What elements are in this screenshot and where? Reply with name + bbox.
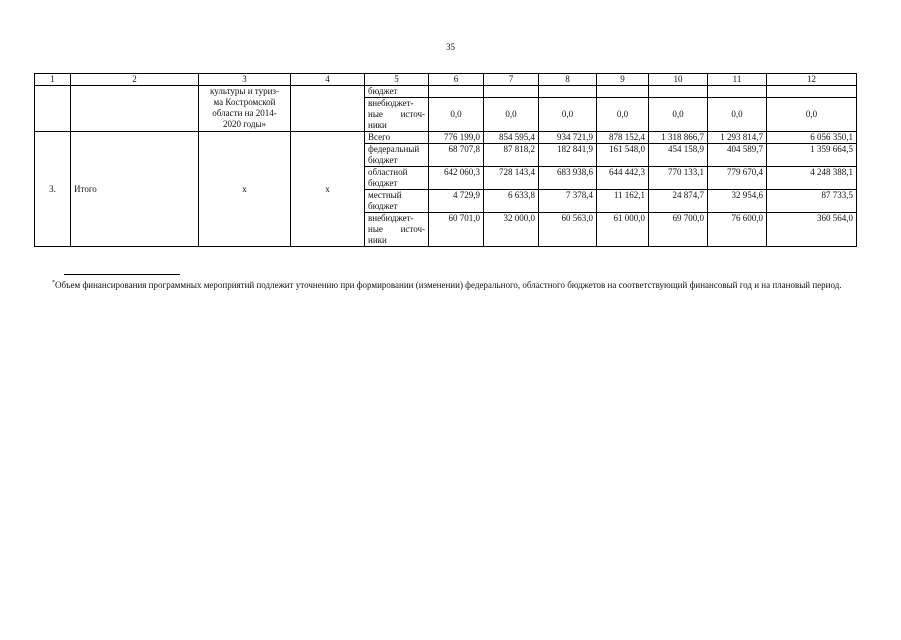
col-header: 6 bbox=[429, 74, 484, 86]
cell-empty bbox=[291, 86, 365, 132]
value-cell: 934 721,9 bbox=[539, 132, 597, 144]
value-cell: 7 378,4 bbox=[539, 190, 597, 213]
value-cell: 0,0 bbox=[597, 98, 649, 132]
value-cell: 161 548,0 bbox=[597, 144, 649, 167]
value-cell: 1 318 866,7 bbox=[649, 132, 708, 144]
value-cell: 60 701,0 bbox=[429, 213, 484, 247]
value-cell: 11 162,1 bbox=[597, 190, 649, 213]
source-label bbox=[365, 190, 429, 213]
value-cell: 776 199,0 bbox=[429, 132, 484, 144]
text-line: ники bbox=[368, 120, 387, 130]
value-cell: 0,0 bbox=[708, 98, 767, 132]
footnote-separator bbox=[64, 274, 180, 275]
col-header: 10 bbox=[649, 74, 708, 86]
row-number: 3. bbox=[35, 132, 71, 247]
total-title: Итого bbox=[71, 132, 199, 247]
value-cell: 24 874,7 bbox=[649, 190, 708, 213]
value-cell: 0,0 bbox=[649, 98, 708, 132]
value-cell: 61 000,0 bbox=[597, 213, 649, 247]
value-cell: 32 954,6 bbox=[708, 190, 767, 213]
value-cell: 0,0 bbox=[767, 98, 857, 132]
cell-empty bbox=[71, 86, 199, 132]
cell-empty bbox=[35, 86, 71, 132]
text-line: местный bbox=[368, 190, 402, 200]
text-line: культуры и туриз- bbox=[210, 86, 279, 96]
value-cell: 0,0 bbox=[429, 98, 484, 132]
continuation-row-budget bbox=[35, 86, 857, 98]
cell-empty bbox=[767, 86, 857, 98]
value-cell: 642 060,3 bbox=[429, 167, 484, 190]
value-cell: 644 442,3 bbox=[597, 167, 649, 190]
col-header: 8 bbox=[539, 74, 597, 86]
value-cell: 404 589,7 bbox=[708, 144, 767, 167]
cell-empty bbox=[597, 86, 649, 98]
text-line: ма Костромской bbox=[213, 97, 276, 107]
value-cell: 4 729,9 bbox=[429, 190, 484, 213]
text-line: бюджет bbox=[368, 155, 398, 165]
source-label bbox=[365, 167, 429, 190]
value-cell: 0,0 bbox=[484, 98, 539, 132]
cell-empty bbox=[649, 86, 708, 98]
value-cell: 0,0 bbox=[539, 98, 597, 132]
value-cell: 6 633,8 bbox=[484, 190, 539, 213]
value-cell: 76 600,0 bbox=[708, 213, 767, 247]
source-label bbox=[365, 213, 429, 247]
value-cell: 87 733,5 bbox=[767, 190, 857, 213]
value-cell: 779 670,4 bbox=[708, 167, 767, 190]
value-cell: 770 133,1 bbox=[649, 167, 708, 190]
value-cell: 6 056 350,1 bbox=[767, 132, 857, 144]
value-cell: 1 359 664,5 bbox=[767, 144, 857, 167]
col-header: 2 bbox=[71, 74, 199, 86]
text-line: внебюджет- bbox=[368, 98, 414, 108]
col-header: 4 bbox=[291, 74, 365, 86]
text-line: ники bbox=[368, 235, 387, 245]
text-line: ные источ- bbox=[368, 224, 425, 234]
cell-empty bbox=[539, 86, 597, 98]
footnote-text: Объем финансирования программных мероприятий подлежит уточнению при формировании (изменении) федерального, областного бюджетов на соответствующий финансовый год и на плановый период. bbox=[55, 280, 842, 290]
text-line: областной bbox=[368, 167, 408, 177]
value-cell: 69 700,0 bbox=[649, 213, 708, 247]
total-row-all bbox=[35, 132, 857, 144]
value-cell: 68 707,8 bbox=[429, 144, 484, 167]
col-header: 11 bbox=[708, 74, 767, 86]
value-cell: 87 818,2 bbox=[484, 144, 539, 167]
value-cell: 4 248 388,1 bbox=[767, 167, 857, 190]
value-cell: 182 841,9 bbox=[539, 144, 597, 167]
value-cell: 683 938,6 bbox=[539, 167, 597, 190]
text-line: бюджет bbox=[368, 178, 398, 188]
cell-x: х bbox=[291, 132, 365, 247]
value-cell: 32 000,0 bbox=[484, 213, 539, 247]
value-cell: 728 143,4 bbox=[484, 167, 539, 190]
cell-empty bbox=[429, 86, 484, 98]
value-cell: 878 152,4 bbox=[597, 132, 649, 144]
col-header: 12 bbox=[767, 74, 857, 86]
page-number: 35 bbox=[446, 42, 455, 52]
text-line: области на 2014- bbox=[212, 108, 277, 118]
value-cell: 60 563,0 bbox=[539, 213, 597, 247]
col-header: 1 bbox=[35, 74, 71, 86]
value-cell: 360 564,0 bbox=[767, 213, 857, 247]
text-line: 2020 годы» bbox=[222, 119, 267, 129]
source-label: бюджет bbox=[365, 86, 429, 98]
text-line: бюджет bbox=[368, 201, 398, 211]
text-line: ные источ- bbox=[368, 109, 425, 119]
text-line: внебюджет- bbox=[368, 213, 414, 223]
source-label bbox=[365, 144, 429, 167]
value-cell: 454 158,9 bbox=[649, 144, 708, 167]
cell-empty bbox=[484, 86, 539, 98]
footnote-marker: * bbox=[52, 280, 55, 286]
col-header: 3 bbox=[199, 74, 291, 86]
col-header: 5 bbox=[365, 74, 429, 86]
text-line: федеральный bbox=[368, 144, 420, 154]
value-cell: 1 293 814,7 bbox=[708, 132, 767, 144]
value-cell: 854 595,4 bbox=[484, 132, 539, 144]
source-label: Всего bbox=[365, 132, 429, 144]
col-header: 7 bbox=[484, 74, 539, 86]
source-label bbox=[365, 98, 429, 132]
cell-empty bbox=[708, 86, 767, 98]
financing-table bbox=[34, 73, 857, 247]
col-header: 9 bbox=[597, 74, 649, 86]
column-number-row bbox=[35, 74, 857, 86]
cell-x: х bbox=[199, 132, 291, 247]
footnote bbox=[52, 279, 842, 291]
program-name-continued bbox=[199, 86, 291, 132]
